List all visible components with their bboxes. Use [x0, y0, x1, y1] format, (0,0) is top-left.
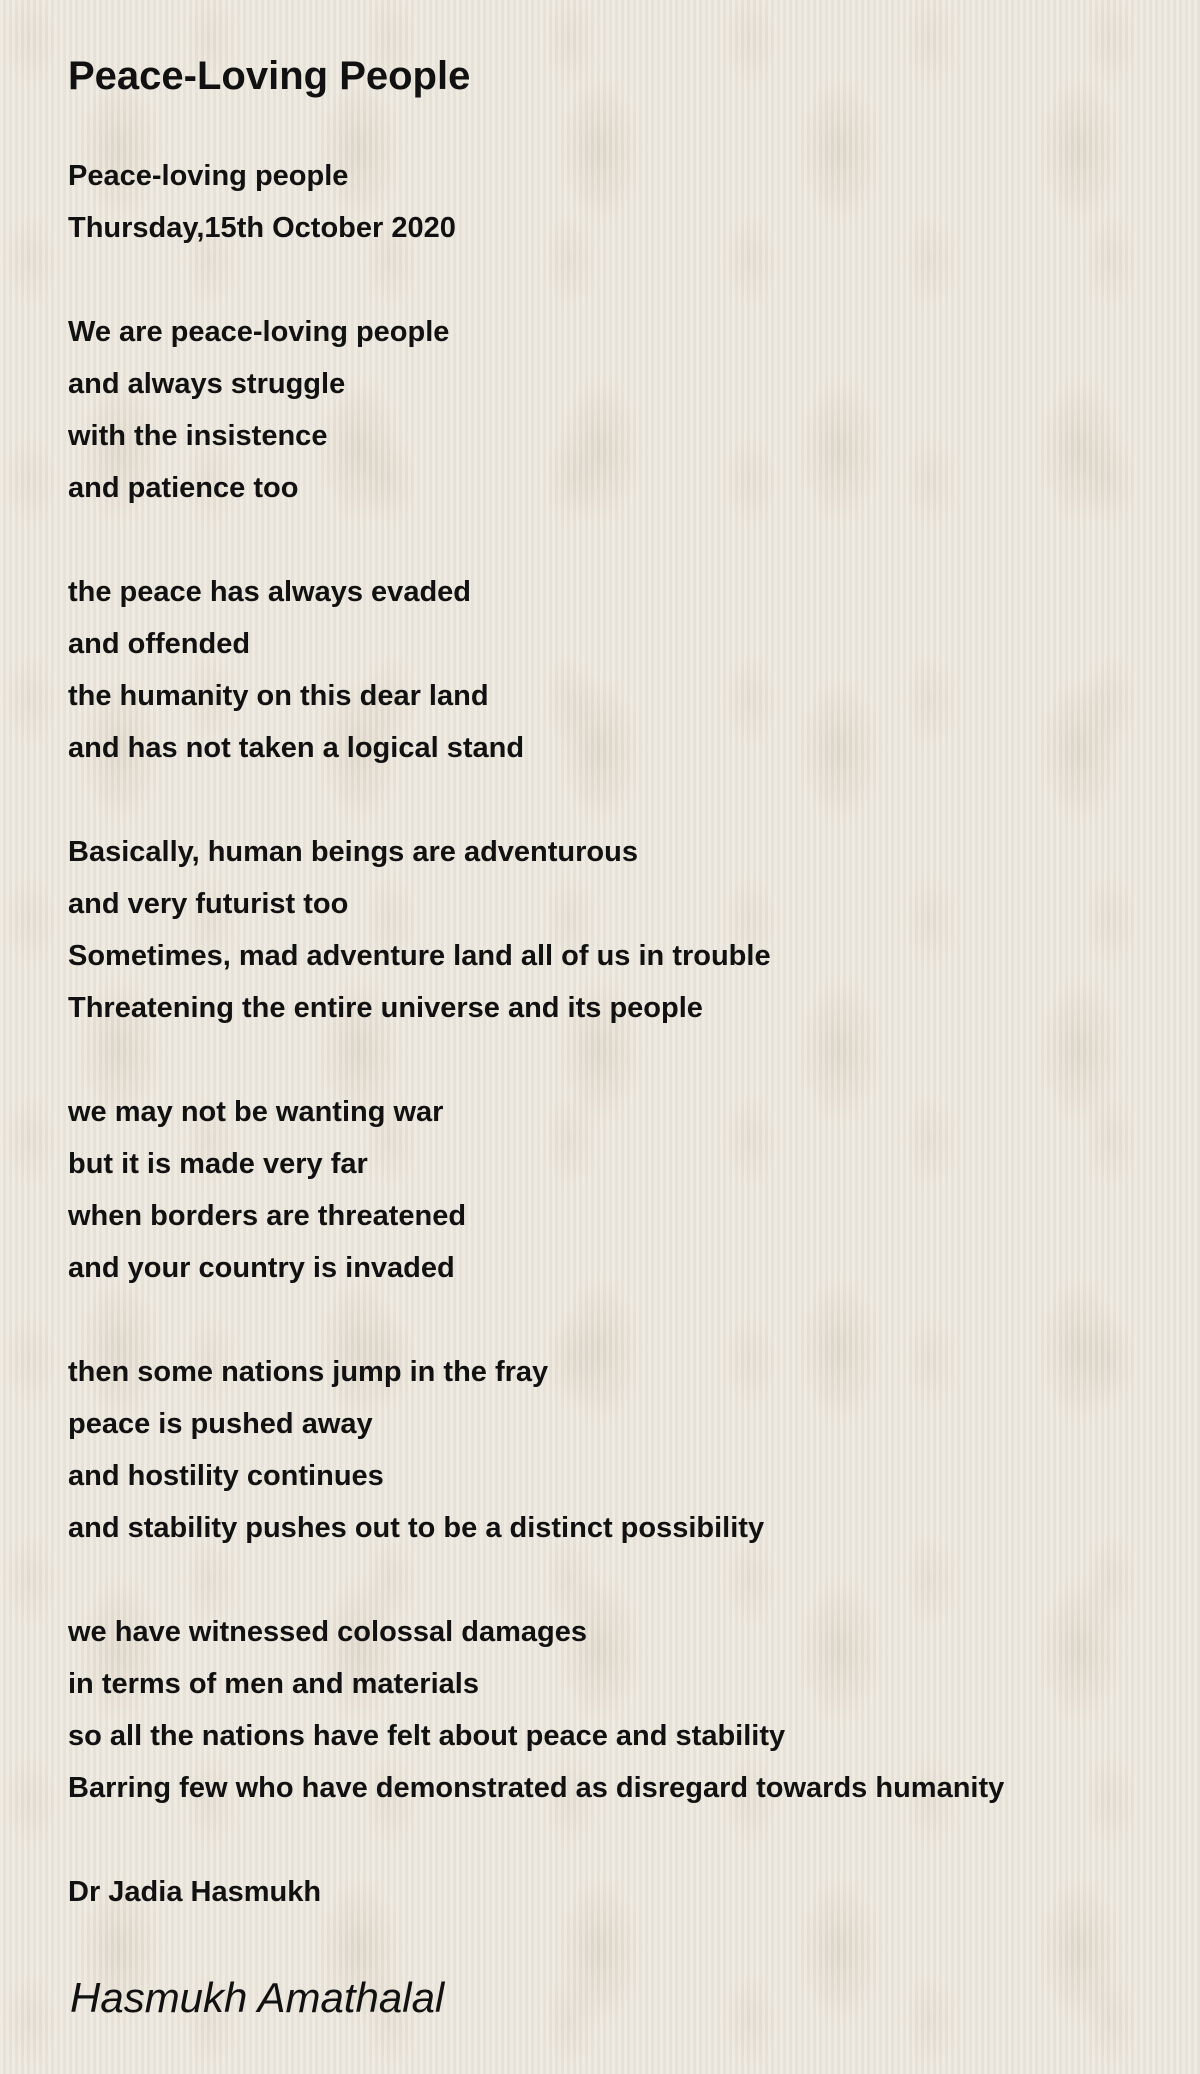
poem-line: We are peace-loving people [68, 316, 450, 348]
poem-line: so all the nations have felt about peace and stability [68, 1720, 786, 1752]
poem-author: Hasmukh Amathalal [70, 1974, 445, 2021]
stanza-break [68, 1814, 1004, 1866]
poem-line: and stability pushes out to be a distinct possibility [68, 1512, 765, 1544]
poem-line: and patience too [68, 472, 299, 504]
poem-line: we have witnessed colossal damages [68, 1616, 588, 1648]
stanza-break [68, 514, 1004, 566]
poem-line: and your country is invaded [68, 1252, 455, 1284]
stanza-break [68, 1554, 1004, 1606]
poem-line: and very futurist too [68, 888, 349, 920]
poem-line: peace is pushed away [68, 1408, 373, 1440]
poem-line: the peace has always evaded [68, 576, 471, 608]
poem-line: but it is made very far [68, 1148, 368, 1180]
poem-body [68, 150, 1004, 1918]
stanza-break [68, 254, 1004, 306]
poem-line: the humanity on this dear land [68, 680, 489, 712]
poem-title: Peace-Loving People [68, 54, 471, 98]
poem-line: Basically, human beings are adventurous [68, 836, 638, 868]
poem-line: with the insistence [68, 420, 328, 452]
poem-line: Barring few who have demonstrated as disregard towards humanity [68, 1772, 1005, 1804]
poem-line: and offended [68, 628, 251, 660]
poem-line: then some nations jump in the fray [68, 1356, 549, 1388]
poem-line: when borders are threatened [68, 1200, 467, 1232]
poem-line: in terms of men and materials [68, 1668, 479, 1700]
poem-line: and always struggle [68, 368, 346, 400]
poem-line: Peace-loving people [68, 160, 349, 192]
poem-line: Threatening the entire universe and its people [68, 992, 703, 1024]
poem-line: we may not be wanting war [68, 1096, 444, 1128]
poem-signature-line: Dr Jadia Hasmukh [68, 1876, 322, 1908]
poem-line: and has not taken a logical stand [68, 732, 525, 764]
stanza-break [68, 1034, 1004, 1086]
stanza-break [68, 774, 1004, 826]
poem-line: Sometimes, mad adventure land all of us in trouble [68, 940, 771, 972]
stanza-break [68, 1294, 1004, 1346]
poem-line: Thursday,15th October 2020 [68, 212, 456, 244]
poem-line: and hostility continues [68, 1460, 384, 1492]
